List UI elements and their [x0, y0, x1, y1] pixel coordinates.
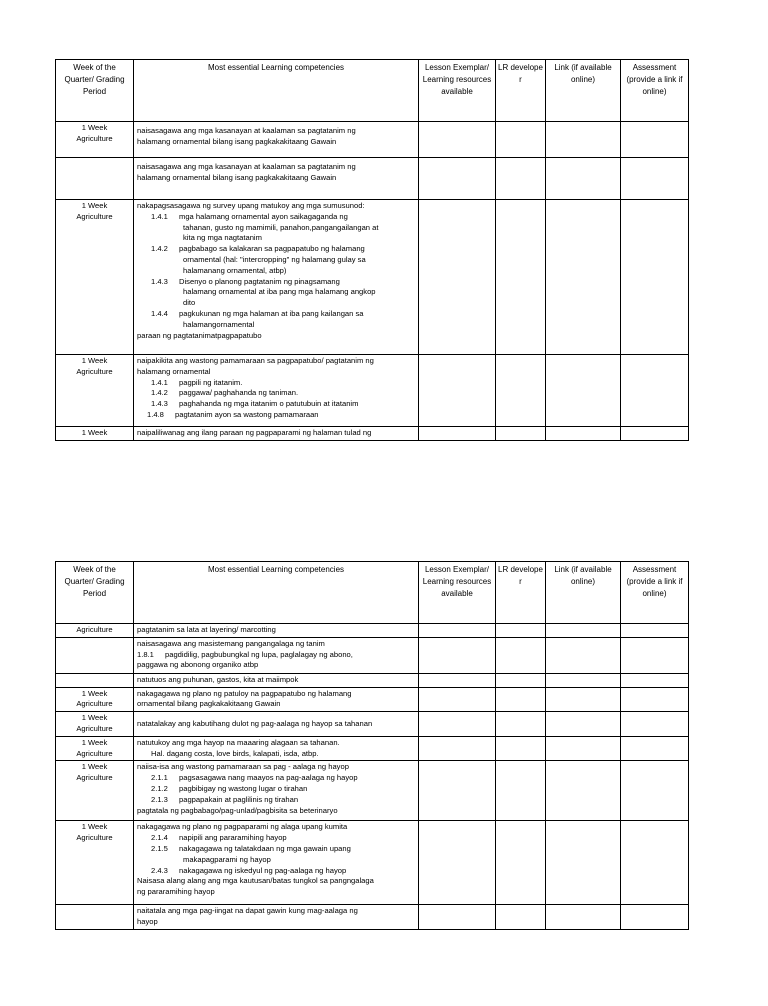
- header-lr: LR develope r: [496, 60, 546, 122]
- week-cell: Agriculture: [56, 624, 134, 638]
- week-cell: 1 Week Agriculture: [56, 736, 134, 761]
- table-row: [56, 905, 689, 930]
- header-competency: Most essential Learning competencies: [134, 562, 419, 624]
- header-week: Week of the Quarter/ Grading Period: [56, 562, 134, 624]
- competency-cell: naipaliliwanag ang ilang paraan ng pagpaparami ng halaman tulad ng: [134, 427, 419, 441]
- competency-cell: nakagagawa ng plano ng patuloy na pagpapatubo ng halamang ornamental bilang pagkakakitaang Gawain: [134, 687, 419, 712]
- week-cell: 1 Week Agriculture: [56, 122, 134, 158]
- table-row: [56, 673, 689, 687]
- competency-cell: natutukoy ang mga hayop na maaaring alagaan sa tahanan. Hal. dagang costa, love birds, kalapati, isda, atbp.: [134, 736, 419, 761]
- competency-cell: nakapagsasagawa ng survey upang matukoy ang mga sumusunod: 1.4.1 mga halamang ornamental ayon saikagaganda ng tahanan, gusto ng mamimili, panahon,pangangailangan at kita ng mga nagtatanim 1.4.2 pagbabago sa kalakaran sa pagpapatubo ng halamang ornamental (hal: "intercropping" ng halamang gulay sa halamanang ornamental, atbp) 1.4.3 Disenyo o planong pagtatanim ng pinagsamang halamang ornamental at iba pang mga halamang angkop dito 1.4.4 pagkukunan ng mga halaman at iba pang kailangan sa halamangornamental paraan ng pagtatanimatpagpapatubo: [134, 200, 419, 355]
- header-lr: LR develope r: [496, 562, 546, 624]
- header-link: Link (if available online): [546, 562, 621, 624]
- table-row: [56, 637, 689, 673]
- table-row: [56, 427, 689, 441]
- curriculum-table-1: [55, 59, 689, 441]
- header-assessment: Assessment (provide a link if online): [621, 60, 689, 122]
- table-row: [56, 355, 689, 427]
- table-row: [56, 158, 689, 200]
- week-cell: 1 Week: [56, 427, 134, 441]
- curriculum-table-2: [55, 561, 689, 930]
- header-link: Link (if available online): [546, 60, 621, 122]
- table-row: [56, 736, 689, 761]
- week-cell: 1 Week Agriculture: [56, 687, 134, 712]
- week-cell: 1 Week Agriculture: [56, 821, 134, 905]
- header-lesson: Lesson Exemplar/ Learning resources available: [419, 60, 496, 122]
- competency-cell: pagtatanim sa lata at layering/ marcotting: [134, 624, 419, 638]
- competency-cell: naipakikita ang wastong pamamaraan sa pagpapatubo/ pagtatanim ng halamang ornamental 1.4.1 pagpili ng itatanim. 1.4.2 paggawa/ paghahanda ng taniman. 1.4.3 paghahanda ng mga itatanim o patutubuin at itatanim 1.4.8 pagtatanim ayon sa wastong pamamaraan: [134, 355, 419, 427]
- header-week: Week of the Quarter/ Grading Period: [56, 60, 134, 122]
- table-row: [56, 200, 689, 355]
- table-row: [56, 821, 689, 905]
- week-cell: 1 Week Agriculture: [56, 355, 134, 427]
- table-row: [56, 712, 689, 737]
- competency-cell: naitatala ang mga pag-iingat na dapat gawin kung mag-aalaga ng hayop: [134, 905, 419, 930]
- header-competency: Most essential Learning competencies: [134, 60, 419, 122]
- competency-cell: nakagagawa ng plano ng pagpaparami ng alaga upang kumita 2.1.4 napipili ang pararamihing hayop 2.1.5 nakagagawa ng talatakdaan ng mga gawain upang makapagparami ng hayop 2.4.3 nakagagawa ng iskedyul ng pag-aalaga ng hayop Naisasa alang alang ang mga kautusan/batas tungkol sa pangngalaga ng pararamihing hayop: [134, 821, 419, 905]
- table-row: [56, 687, 689, 712]
- table-row: [56, 761, 689, 821]
- competency-cell: naisasagawa ang mga kasanayan at kaalaman sa pagtatanim ng halamang ornamental bilang isang pagkakakitaang Gawain: [134, 158, 419, 200]
- week-cell: 1 Week Agriculture: [56, 200, 134, 355]
- competency-cell: natutuos ang puhunan, gastos, kita at maiimpok: [134, 673, 419, 687]
- header-row: [56, 562, 689, 624]
- table-row: [56, 122, 689, 158]
- table-row: [56, 624, 689, 638]
- week-cell: 1 Week Agriculture: [56, 712, 134, 737]
- competency-cell: natatalakay ang kabutihang dulot ng pag-aalaga ng hayop sa tahanan: [134, 712, 419, 737]
- header-lesson: Lesson Exemplar/ Learning resources available: [419, 562, 496, 624]
- competency-cell: naiisa-isa ang wastong pamamaraan sa pag - aalaga ng hayop 2.1.1 pagsasagawa nang maayos na pag-aalaga ng hayop 2.1.2 pagbibigay ng wastong lugar o tirahan 2.1.3 pagpapakain at paglilinis ng tirahan pagtatala ng pagbabago/pag-unlad/pagbisita sa beterinaryo: [134, 761, 419, 821]
- header-assessment: Assessment (provide a link if online): [621, 562, 689, 624]
- competency-cell: naisasagawa ang masistemang pangangalaga ng tanim 1.8.1 pagdidilig, pagbubungkal ng lupa, paglalagay ng abono, paggawa ng abonong organiko atbp: [134, 637, 419, 673]
- competency-cell: naisasagawa ang mga kasanayan at kaalaman sa pagtatanim ng halamang ornamental bilang isang pagkakakitaang Gawain: [134, 122, 419, 158]
- week-cell: 1 Week Agriculture: [56, 761, 134, 821]
- header-row: [56, 60, 689, 122]
